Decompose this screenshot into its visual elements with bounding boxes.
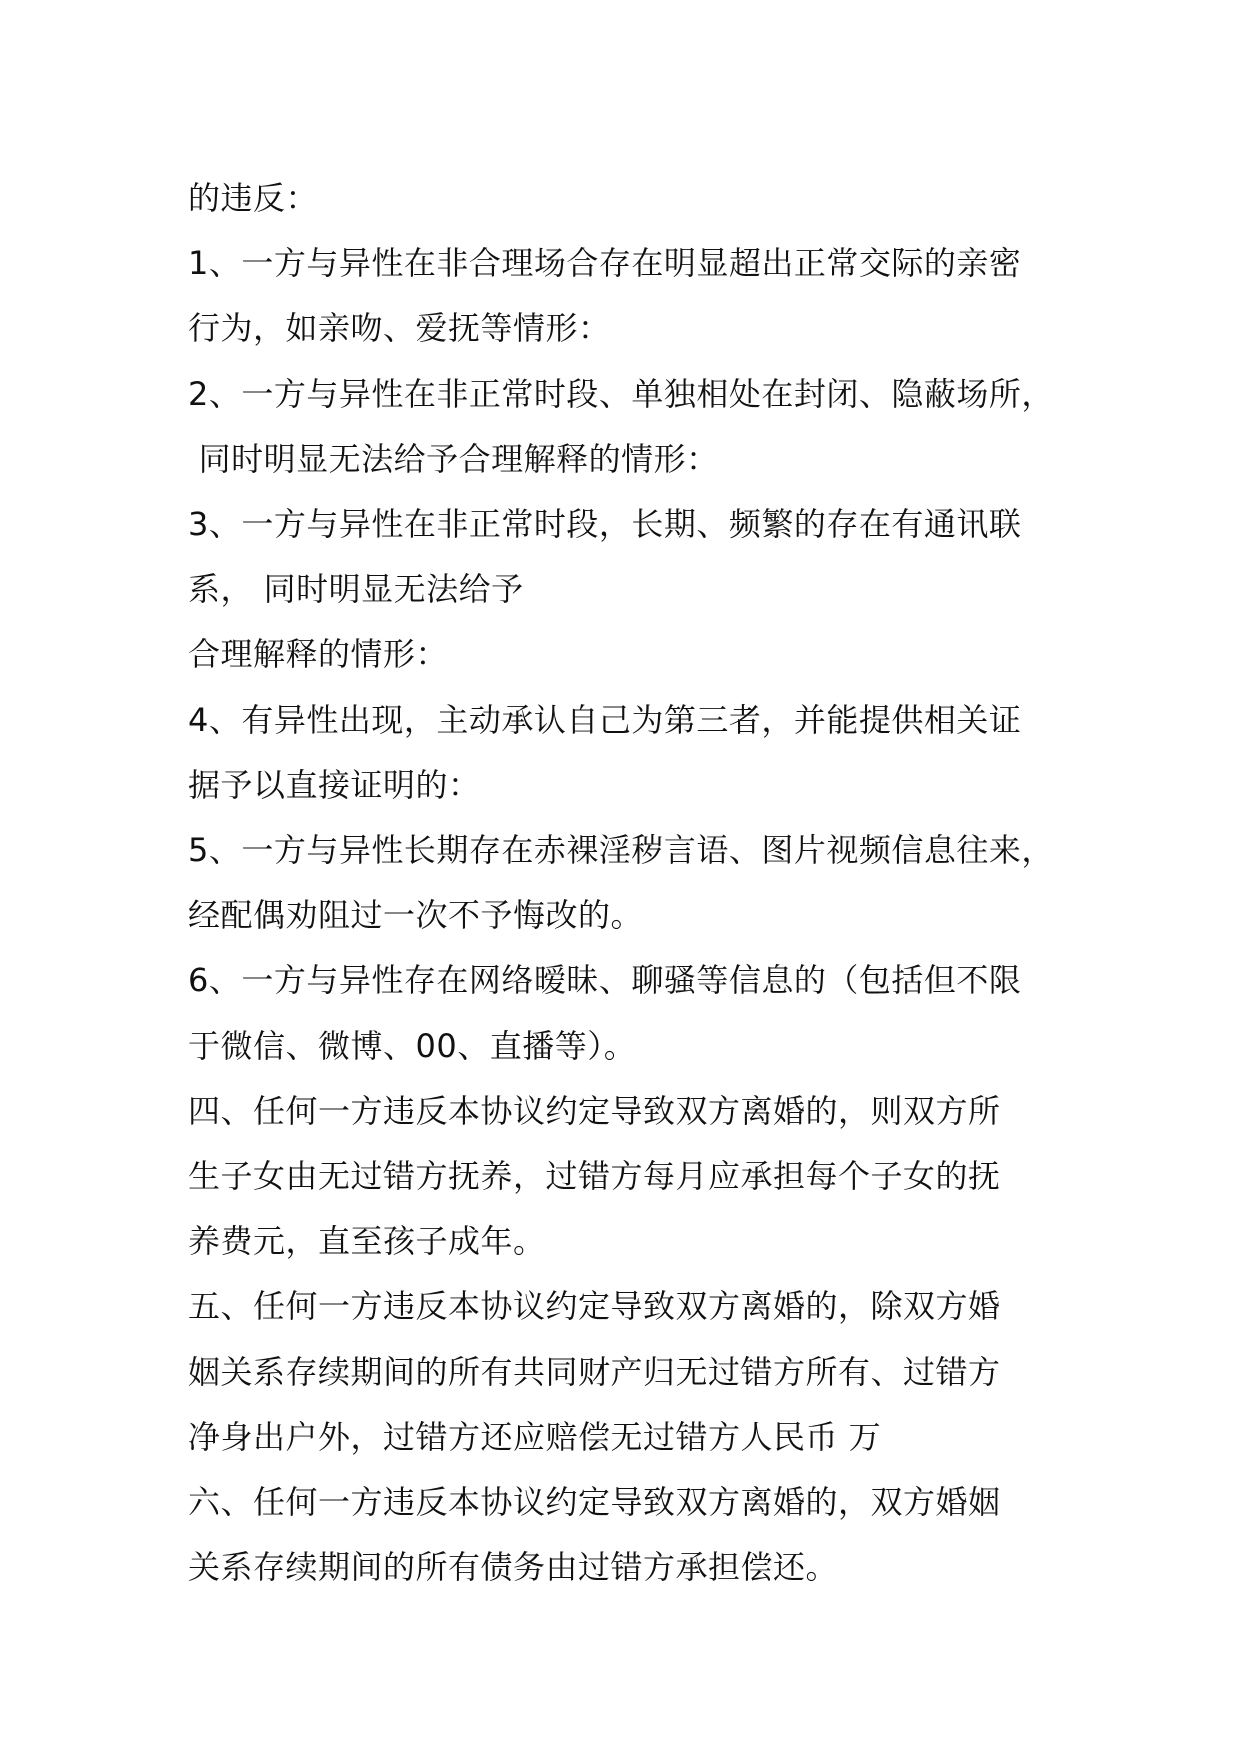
article-4-line-2: 生子女由无过错方抚养，过错方每月应承担每个子女的抚	[188, 1157, 1001, 1195]
clause-2-line-1: 2、一方与异性在非正常时段、单独相处在封闭、隐蔽场所，	[188, 375, 1054, 413]
clause-1-line-2: 行为，如亲吻、爱抚等情形：	[188, 309, 611, 347]
article-5-line-3: 净身出户外，过错方还应赔偿无过错方人民币 万	[188, 1418, 882, 1456]
article-5-line-2: 姻关系存续期间的所有共同财产归无过错方所有、过错方	[188, 1353, 1001, 1391]
clause-3-line-1: 3、一方与异性在非正常时段，长期、频繁的存在有通讯联	[188, 505, 1022, 543]
clause-5-line-1: 5、一方与异性长期存在赤裸淫秽言语、图片视频信息往来，	[188, 831, 1054, 869]
clause-1-line-1: 1、一方与异性在非合理场合存在明显超出正常交际的亲密	[188, 244, 1022, 282]
article-4-line-3: 养费元，直至孩子成年。	[188, 1222, 546, 1260]
clause-4-line-2: 据予以直接证明的：	[188, 766, 481, 804]
clause-6-line-1: 6、一方与异性存在网络暧昧、聊骚等信息的（包括但不限	[188, 961, 1022, 999]
clause-2-line-2: 同时明显无法给予合理解释的情形：	[188, 440, 719, 478]
clause-3-line-3: 合理解释的情形：	[188, 635, 449, 673]
clause-5-line-2: 经配偶劝阻过一次不予悔改的。	[188, 896, 644, 934]
clause-3-line-2: 系， 同时明显无法给予	[188, 570, 524, 608]
clause-4-line-1: 4、有异性出现，主动承认自己为第三者，并能提供相关证	[188, 701, 1022, 739]
article-4-line-1: 四、任何一方违反本协议约定导致双方离婚的，则双方所	[188, 1092, 1001, 1130]
text-line: 的违反：	[188, 179, 319, 217]
article-6-line-1: 六、任何一方违反本协议约定导致双方离婚的，双方婚姻	[188, 1483, 1001, 1521]
clause-6-line-2: 于微信、微博、00、直播等）。	[188, 1027, 637, 1065]
article-6-line-2: 关系存续期间的所有债务由过错方承担偿还。	[188, 1548, 839, 1586]
article-5-line-1: 五、任何一方违反本协议约定导致双方离婚的，除双方婚	[188, 1287, 1001, 1325]
